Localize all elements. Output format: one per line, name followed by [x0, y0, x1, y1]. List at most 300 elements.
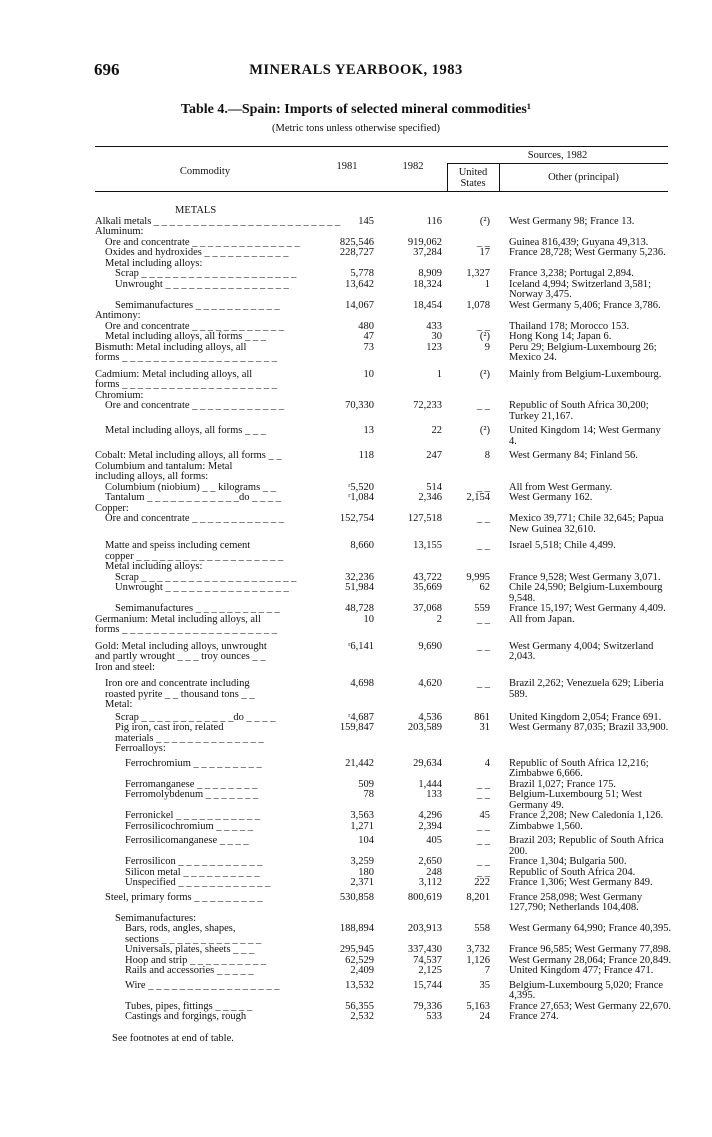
- value-united-states: _ _: [476, 640, 490, 652]
- value-united-states: 4: [484, 757, 490, 769]
- commodity-cell: [95, 426, 305, 437]
- commodity-cell: [95, 451, 305, 462]
- value-1981: 13,642: [345, 278, 374, 290]
- table-row: [0, 311, 712, 322]
- other-sources-line: Iceland 4,994; Switzerland 3,581;: [509, 278, 652, 290]
- value-1982: 2,346: [418, 492, 442, 503]
- other-sources-line: Peru 29; Belgium-Luxembourg 26;: [509, 341, 657, 353]
- table-row: [0, 966, 712, 977]
- other-sources-line: Republic of South Africa 30,200;: [509, 400, 649, 411]
- other-sources-cell: [509, 401, 709, 422]
- value-1981: 3,259: [350, 856, 374, 867]
- value-1982: 1,444: [418, 778, 442, 790]
- value-1982: 337,430: [407, 944, 442, 955]
- commodity-line: Germanium: Metal including alloys, all: [95, 613, 261, 625]
- other-sources-line: Belgium-Luxembourg 51; West: [509, 789, 642, 800]
- table-row: [0, 836, 712, 857]
- value-1982: 3,112: [418, 877, 442, 888]
- table-row: [0, 562, 712, 573]
- other-sources-cell: [509, 370, 709, 381]
- value-1982: 247: [426, 450, 442, 461]
- commodity-cell: [95, 343, 305, 364]
- commodity-line: Semimanufactures _ _ _ _ _ _ _ _ _ _ _: [115, 299, 280, 311]
- value-1981: 2,532: [350, 1011, 374, 1022]
- commodity-line: forms _ _ _ _ _ _ _ _ _ _ _ _ _ _ _ _ _ _ _ _: [95, 379, 277, 390]
- value-1981: 21,442: [345, 757, 374, 769]
- table-row: [0, 604, 712, 615]
- commodity-line: forms _ _ _ _ _ _ _ _ _ _ _ _ _ _ _ _ _ _ _ _: [95, 624, 277, 635]
- table-row: [0, 700, 712, 711]
- value-1981: 13,532: [345, 979, 374, 991]
- commodity-cell: [95, 332, 305, 343]
- value-1982: 123: [426, 341, 442, 353]
- commodity-line: Metal including alloys:: [105, 561, 203, 572]
- commodity-line: Ferrosilicomanganese _ _ _ _: [125, 835, 249, 846]
- value-1982: 43,722: [413, 571, 442, 583]
- value-1981: 2,409: [350, 965, 374, 976]
- commodity-line: Scrap _ _ _ _ _ _ _ _ _ _ _ _ _ _ _ _ _ _ _ _: [115, 571, 297, 583]
- other-sources-line: 127,790; Netherlands 104,408.: [509, 902, 639, 913]
- commodity-cell: [95, 401, 305, 412]
- other-sources-line: 9,548.: [509, 592, 536, 604]
- table-row: [0, 679, 712, 700]
- commodity-line: and partly wrought _ _ _ troy ounces _ _: [95, 651, 266, 662]
- commodity-line: Bismuth: Metal including alloys, all: [95, 341, 247, 353]
- commodity-line: Tubes, pipes, fittings _ _ _ _ _: [125, 1000, 253, 1012]
- table-subtitle: (Metric tons unless otherwise specified): [272, 123, 440, 134]
- commodity-line: sections _ _ _ _ _ _ _ _ _ _ _ _ _: [125, 933, 262, 945]
- commodity-line: materials _ _ _ _ _ _ _ _ _ _ _ _ _ _: [115, 732, 264, 744]
- other-sources-line: Norway 3,475.: [509, 289, 572, 300]
- other-sources-cell: [509, 723, 709, 734]
- commodity-line: Semimanufactures _ _ _ _ _ _ _ _ _ _ _: [115, 603, 280, 614]
- commodity-line: METALS: [175, 205, 217, 216]
- value-united-states: 558: [474, 923, 490, 934]
- other-sources-line: Chile 24,590; Belgium-Luxembourg: [509, 582, 663, 593]
- value-1982: 2,650: [418, 856, 442, 867]
- value-1982: 18,454: [413, 299, 442, 311]
- commodity-cell: [95, 966, 305, 977]
- other-sources-line: Israel 5,518; Chile 4,499.: [509, 540, 616, 551]
- other-sources-line: Mainly from Belgium-Luxembourg.: [509, 368, 662, 380]
- commodity-cell: [95, 583, 305, 594]
- other-sources-line: Guinea 816,439; Guyana 49,313.: [509, 236, 649, 248]
- value-1982: 1: [436, 368, 442, 380]
- table-row: [0, 822, 712, 833]
- other-sources-line: France 15,197; West Germany 4,409.: [509, 603, 666, 614]
- commodity-line: Tantalum _ _ _ _ _ _ _ _ _ _ _ _do _ _ _ _: [105, 492, 282, 503]
- commodity-cell: [95, 893, 305, 904]
- value-1981: 56,355: [345, 1000, 374, 1012]
- value-1982: 405: [426, 835, 442, 846]
- value-1982: 9,690: [418, 640, 442, 652]
- other-sources-line: Germany 49.: [509, 799, 564, 811]
- commodity-cell: [95, 541, 305, 562]
- other-sources-line: West Germany 87,035; Brazil 33,900.: [509, 722, 669, 733]
- value-united-states: 8: [484, 450, 490, 461]
- other-sources-cell: [509, 642, 709, 663]
- other-sources-line: France 2,208; New Caledonia 1,126.: [509, 810, 664, 821]
- commodity-line: Metal including alloys:: [105, 257, 203, 269]
- other-sources-line: France 1,306; West Germany 849.: [509, 877, 653, 888]
- value-1982: 4,536: [418, 711, 442, 723]
- other-sources-line: Brazil 2,262; Venezuela 629; Liberia: [509, 678, 664, 689]
- commodity-cell: [95, 924, 305, 945]
- other-sources-line: France 258,098; West Germany: [509, 891, 643, 903]
- other-sources-line: West Germany 28,064; France 20,849.: [509, 954, 672, 966]
- value-united-states: _ _: [476, 320, 490, 332]
- other-sources-cell: [509, 836, 709, 857]
- value-1981: 530,858: [339, 891, 374, 903]
- value-1982: 22: [431, 425, 442, 436]
- commodity-cell: [95, 248, 305, 259]
- commodity-line: Unwrought _ _ _ _ _ _ _ _ _ _ _ _ _ _ _ _: [115, 278, 289, 290]
- value-1981: 159,847: [339, 722, 374, 733]
- other-sources-cell: [509, 248, 709, 259]
- table-row: [0, 541, 712, 562]
- commodity-cell: [95, 562, 305, 573]
- commodity-line: forms _ _ _ _ _ _ _ _ _ _ _ _ _ _ _ _ _ _ _ _: [95, 352, 277, 363]
- other-sources-cell: [509, 301, 709, 312]
- value-1982: 514: [426, 481, 442, 493]
- value-united-states: 17: [479, 247, 490, 258]
- value-1981: 152,754: [339, 513, 374, 524]
- value-united-states: _ _: [476, 866, 490, 878]
- value-united-states: 31: [479, 722, 490, 733]
- commodity-line: Ore and concentrate _ _ _ _ _ _ _ _ _ _ _ _: [105, 320, 285, 332]
- commodity-line: roasted pyrite _ _ thousand tons _ _: [105, 688, 255, 700]
- other-sources-line: Thailand 178; Morocco 153.: [509, 320, 630, 332]
- other-sources-line: Mexico 24.: [509, 352, 557, 363]
- commodity-line: Ore and concentrate _ _ _ _ _ _ _ _ _ _ _ _: [105, 400, 285, 411]
- commodity-line: Ferrosilicochromium _ _ _ _ _: [125, 820, 254, 832]
- table-row: [0, 723, 712, 744]
- value-1982: 433: [426, 320, 442, 332]
- other-sources-cell: [509, 583, 709, 604]
- value-1982: 29,634: [413, 757, 442, 769]
- table-row: [0, 451, 712, 462]
- value-1981: ʳ1,084: [348, 492, 374, 503]
- commodity-line: Metal including alloys, all forms _ _ _: [105, 331, 266, 342]
- value-united-states: 2,154: [466, 492, 490, 503]
- commodity-line: Ferromanganese _ _ _ _ _ _ _ _: [125, 778, 258, 790]
- commodity-line: Gold: Metal including alloys, unwrought: [95, 640, 267, 652]
- value-united-states: (²): [479, 331, 490, 342]
- commodity-line: Columbium and tantalum: Metal: [95, 460, 233, 472]
- other-sources-line: France 274.: [509, 1011, 559, 1022]
- commodity-line: Wire _ _ _ _ _ _ _ _ _ _ _ _ _ _ _ _ _: [125, 979, 280, 991]
- table-body: [0, 206, 712, 1023]
- commodity-cell: [95, 604, 305, 615]
- value-united-states: _ _: [476, 778, 490, 790]
- other-sources-line: United Kingdom 14; West Germany: [509, 425, 661, 436]
- other-sources-line: France 27,653; West Germany 22,670.: [509, 1000, 671, 1012]
- value-1981: 48,728: [345, 603, 374, 614]
- value-1981: 4,698: [350, 678, 374, 689]
- value-united-states: 35: [479, 979, 490, 991]
- value-1981: 188,894: [339, 923, 374, 934]
- value-united-states: 9,995: [466, 571, 490, 583]
- table-row: [0, 227, 712, 238]
- commodity-cell: [95, 822, 305, 833]
- value-united-states: 8,201: [466, 891, 490, 903]
- header-commodity: Commodity: [179, 166, 231, 177]
- commodity-line: Iron and steel:: [95, 661, 156, 673]
- page-number: 696: [94, 60, 120, 79]
- commodity-line: copper _ _ _ _ _ _ _ _ _ _ _ _ _ _ _ _ _ _ _: [105, 550, 284, 562]
- other-sources-cell: [509, 822, 709, 833]
- table-row: [0, 426, 712, 447]
- other-sources-line: 200.: [509, 845, 528, 857]
- value-1982: 248: [426, 866, 442, 878]
- value-1981: 51,984: [345, 582, 374, 593]
- other-sources-cell: [509, 332, 709, 343]
- other-sources-cell: [509, 893, 709, 914]
- other-sources-line: All from West Germany.: [509, 481, 613, 493]
- commodity-line: Ferronickel _ _ _ _ _ _ _ _ _ _ _: [125, 810, 261, 821]
- commodity-line: Unwrought _ _ _ _ _ _ _ _ _ _ _ _ _ _ _ _: [115, 582, 289, 593]
- value-1981: 13: [363, 425, 374, 436]
- footnote: See footnotes at end of table.: [112, 1033, 234, 1044]
- value-1982: 15,744: [413, 979, 442, 991]
- value-united-states: _ _: [476, 820, 490, 832]
- table-row: [0, 924, 712, 945]
- value-1982: 800,619: [407, 891, 442, 903]
- other-sources-line: Republic of South Africa 204.: [509, 866, 636, 878]
- other-sources-cell: [509, 604, 709, 615]
- value-1982: 2: [436, 613, 442, 625]
- value-1981: 62,529: [345, 954, 374, 966]
- other-sources-cell: [509, 966, 709, 977]
- other-sources-cell: [509, 217, 709, 228]
- table-row: [0, 945, 712, 956]
- value-1981: 5,778: [350, 268, 374, 279]
- commodity-line: Castings and forgings, rough: [125, 1011, 247, 1022]
- commodity-cell: [95, 370, 305, 391]
- other-sources-cell: [509, 426, 709, 447]
- other-sources-line: New Guinea 32,610.: [509, 523, 596, 535]
- value-united-states: _ _: [476, 400, 490, 411]
- commodity-line: including alloys, all forms:: [95, 471, 209, 482]
- commodity-cell: [95, 811, 305, 822]
- other-sources-line: France 28,728; West Germany 5,236.: [509, 247, 666, 258]
- other-sources-cell: [509, 759, 709, 780]
- header-other: Other (principal): [548, 172, 619, 183]
- table-row: [0, 1012, 712, 1023]
- value-1982: 72,233: [413, 400, 442, 411]
- other-sources-cell: [509, 679, 709, 700]
- value-united-states: 24: [479, 1011, 490, 1022]
- value-1982: 79,336: [413, 1000, 442, 1012]
- value-united-states: 9: [484, 341, 490, 353]
- value-1981: 509: [358, 778, 374, 790]
- commodity-cell: [95, 642, 305, 663]
- commodity-line: Scrap _ _ _ _ _ _ _ _ _ _ _ _do _ _ _ _: [115, 711, 276, 723]
- other-sources-cell: [509, 924, 709, 935]
- table-row: [0, 493, 712, 504]
- commodity-cell: [95, 790, 305, 801]
- commodity-line: Semimanufactures:: [115, 912, 197, 924]
- other-sources-cell: [509, 945, 709, 956]
- commodity-line: Unspecified _ _ _ _ _ _ _ _ _ _ _ _: [125, 877, 271, 888]
- commodity-cell: [95, 723, 305, 744]
- other-sources-line: France 1,304; Bulgaria 500.: [509, 856, 627, 867]
- value-1981: 70,330: [345, 400, 374, 411]
- commodity-line: Scrap _ _ _ _ _ _ _ _ _ _ _ _ _ _ _ _ _ _ _ _: [115, 268, 297, 279]
- table-row: [0, 514, 712, 535]
- other-sources-line: France 9,528; West Germany 3,071.: [509, 571, 661, 583]
- other-sources-line: West Germany 64,990; France 40,395.: [509, 923, 672, 934]
- other-sources-line: West Germany 162.: [509, 492, 593, 503]
- commodity-cell: [95, 744, 305, 755]
- value-united-states: 7: [484, 965, 490, 976]
- table-row: [0, 269, 712, 280]
- other-sources-line: 4,395.: [509, 990, 536, 1001]
- value-1981: 78: [363, 789, 374, 800]
- value-1981: 825,546: [339, 236, 374, 248]
- header-united: United: [458, 167, 488, 178]
- value-1982: 203,913: [407, 923, 442, 934]
- value-united-states: 1,327: [466, 268, 490, 279]
- value-1981: 118: [358, 450, 374, 461]
- commodity-cell: [95, 462, 305, 483]
- table-row: [0, 981, 712, 1002]
- value-united-states: 222: [474, 877, 490, 888]
- table-row: [0, 343, 712, 364]
- other-sources-line: Turkey 21,167.: [509, 410, 574, 422]
- commodity-line: Rails and accessories _ _ _ _ _: [125, 965, 254, 976]
- header-sources: Sources, 1982: [527, 150, 588, 161]
- commodity-line: Ferrosilicon _ _ _ _ _ _ _ _ _ _ _: [125, 856, 263, 867]
- value-1981: ʳ5,520: [348, 481, 374, 493]
- table-row: [0, 332, 712, 343]
- value-1982: 4,620: [418, 678, 442, 689]
- other-sources-line: Brazil 1,027; France 175.: [509, 778, 617, 790]
- value-united-states: 559: [474, 603, 490, 614]
- commodity-line: Ferrochromium _ _ _ _ _ _ _ _ _: [125, 757, 262, 769]
- commodity-cell: [95, 493, 305, 504]
- commodity-line: Ferroalloys:: [115, 743, 166, 754]
- value-1981: 228,727: [339, 247, 374, 258]
- commodity-line: Steel, primary forms _ _ _ _ _ _ _ _ _: [105, 891, 263, 903]
- other-sources-line: United Kingdom 2,054; France 691.: [509, 711, 662, 723]
- other-sources-line: Zimbabwe 6,666.: [509, 768, 583, 779]
- commodity-cell: [95, 759, 305, 770]
- commodity-line: Antimony:: [95, 310, 141, 321]
- commodity-line: Metal including alloys, all forms _ _ _: [105, 425, 266, 436]
- other-sources-cell: [509, 857, 709, 868]
- other-sources-line: West Germany 98; France 13.: [509, 215, 635, 227]
- commodity-line: Matte and speiss including cement: [105, 540, 251, 551]
- value-1982: 37,068: [413, 603, 442, 614]
- commodity-cell: [95, 311, 305, 322]
- commodity-line: Universals, plates, sheets _ _ _: [125, 944, 255, 955]
- value-1981: 2,371: [350, 877, 374, 888]
- value-1982: 74,537: [413, 954, 442, 966]
- commodity-cell: [95, 679, 305, 700]
- commodity-cell: [95, 857, 305, 868]
- commodity-line: Bars, rods, angles, shapes,: [125, 923, 236, 934]
- commodity-line: Copper:: [95, 502, 129, 514]
- other-sources-line: All from Japan.: [509, 613, 575, 625]
- value-1982: 8,909: [418, 268, 442, 279]
- value-united-states: (²): [479, 425, 490, 436]
- header-states: States: [460, 178, 486, 189]
- table-row: [0, 583, 712, 604]
- table-row: [0, 280, 712, 301]
- other-sources-line: West Germany 84; Finland 56.: [509, 450, 638, 461]
- other-sources-cell: [509, 451, 709, 462]
- other-sources-cell: [509, 514, 709, 535]
- value-united-states: _ _: [476, 835, 490, 846]
- other-sources-line: 4.: [509, 435, 517, 447]
- commodity-line: Hoop and strip _ _ _ _ _ _ _ _ _ _: [125, 954, 267, 966]
- table-row: [0, 615, 712, 636]
- other-sources-line: Republic of South Africa 12,216;: [509, 757, 649, 769]
- table-row: [0, 642, 712, 663]
- other-sources-cell: [509, 615, 709, 626]
- running-head: MINERALS YEARBOOK, 1983: [249, 62, 463, 78]
- table-row: [0, 790, 712, 811]
- value-1982: 116: [426, 215, 442, 227]
- commodity-cell: [95, 836, 305, 847]
- value-1981: ʳ4,687: [348, 711, 374, 723]
- commodity-cell: [95, 206, 385, 217]
- value-1982: 533: [426, 1011, 442, 1022]
- section-heading-row: [0, 206, 712, 217]
- commodity-line: Alkali metals _ _ _ _ _ _ _ _ _ _ _ _ _ _ _ _ _ _ _ _ _ _ _ _: [95, 215, 341, 227]
- value-united-states: _ _: [476, 540, 490, 551]
- value-1982: 2,394: [418, 820, 442, 832]
- value-1981: 1,271: [350, 820, 374, 832]
- value-1981: 295,945: [339, 944, 374, 955]
- value-united-states: (²): [479, 368, 490, 380]
- value-united-states: 1: [484, 278, 490, 290]
- table-row: [0, 759, 712, 780]
- commodity-cell: [95, 227, 305, 238]
- other-sources-line: West Germany 4,004; Switzerland: [509, 640, 654, 652]
- commodity-cell: [95, 981, 305, 992]
- commodity-cell: [95, 615, 305, 636]
- other-sources-line: United Kingdom 477; France 471.: [509, 965, 654, 976]
- value-united-states: 3,732: [466, 944, 490, 955]
- commodity-cell: [95, 878, 305, 889]
- other-sources-line: France 96,585; West Germany 77,898.: [509, 944, 671, 955]
- value-1981: 47: [363, 331, 374, 342]
- other-sources-cell: [509, 493, 709, 504]
- other-sources-line: Mexico 39,771; Chile 32,645; Papua: [509, 513, 664, 524]
- value-united-states: 1,078: [466, 299, 490, 311]
- table-title: Table 4.—Spain: Imports of selected mineral commodities¹: [180, 102, 532, 117]
- value-1982: 127,518: [407, 513, 442, 524]
- value-united-states: (²): [479, 215, 490, 227]
- value-1981: 8,660: [350, 540, 374, 551]
- table-top-rule: [95, 146, 668, 147]
- other-sources-cell: [509, 878, 709, 889]
- commodity-line: Silicon metal _ _ _ _ _ _ _ _ _ _: [125, 866, 260, 878]
- value-1981: 10: [363, 368, 374, 380]
- other-sources-line: West Germany 5,406; France 3,786.: [509, 299, 661, 311]
- value-1982: 37,284: [413, 247, 442, 258]
- other-sources-cell: [509, 790, 709, 811]
- value-1981: ʳ6,141: [348, 640, 374, 652]
- other-sources-cell: [509, 541, 709, 552]
- header-1982: 1982: [402, 161, 424, 172]
- commodity-line: Chromium:: [95, 389, 144, 401]
- value-1981: 180: [358, 866, 374, 878]
- commodity-line: Cobalt: Metal including alloys, all forms _ _: [95, 450, 282, 461]
- value-united-states: _ _: [476, 513, 490, 524]
